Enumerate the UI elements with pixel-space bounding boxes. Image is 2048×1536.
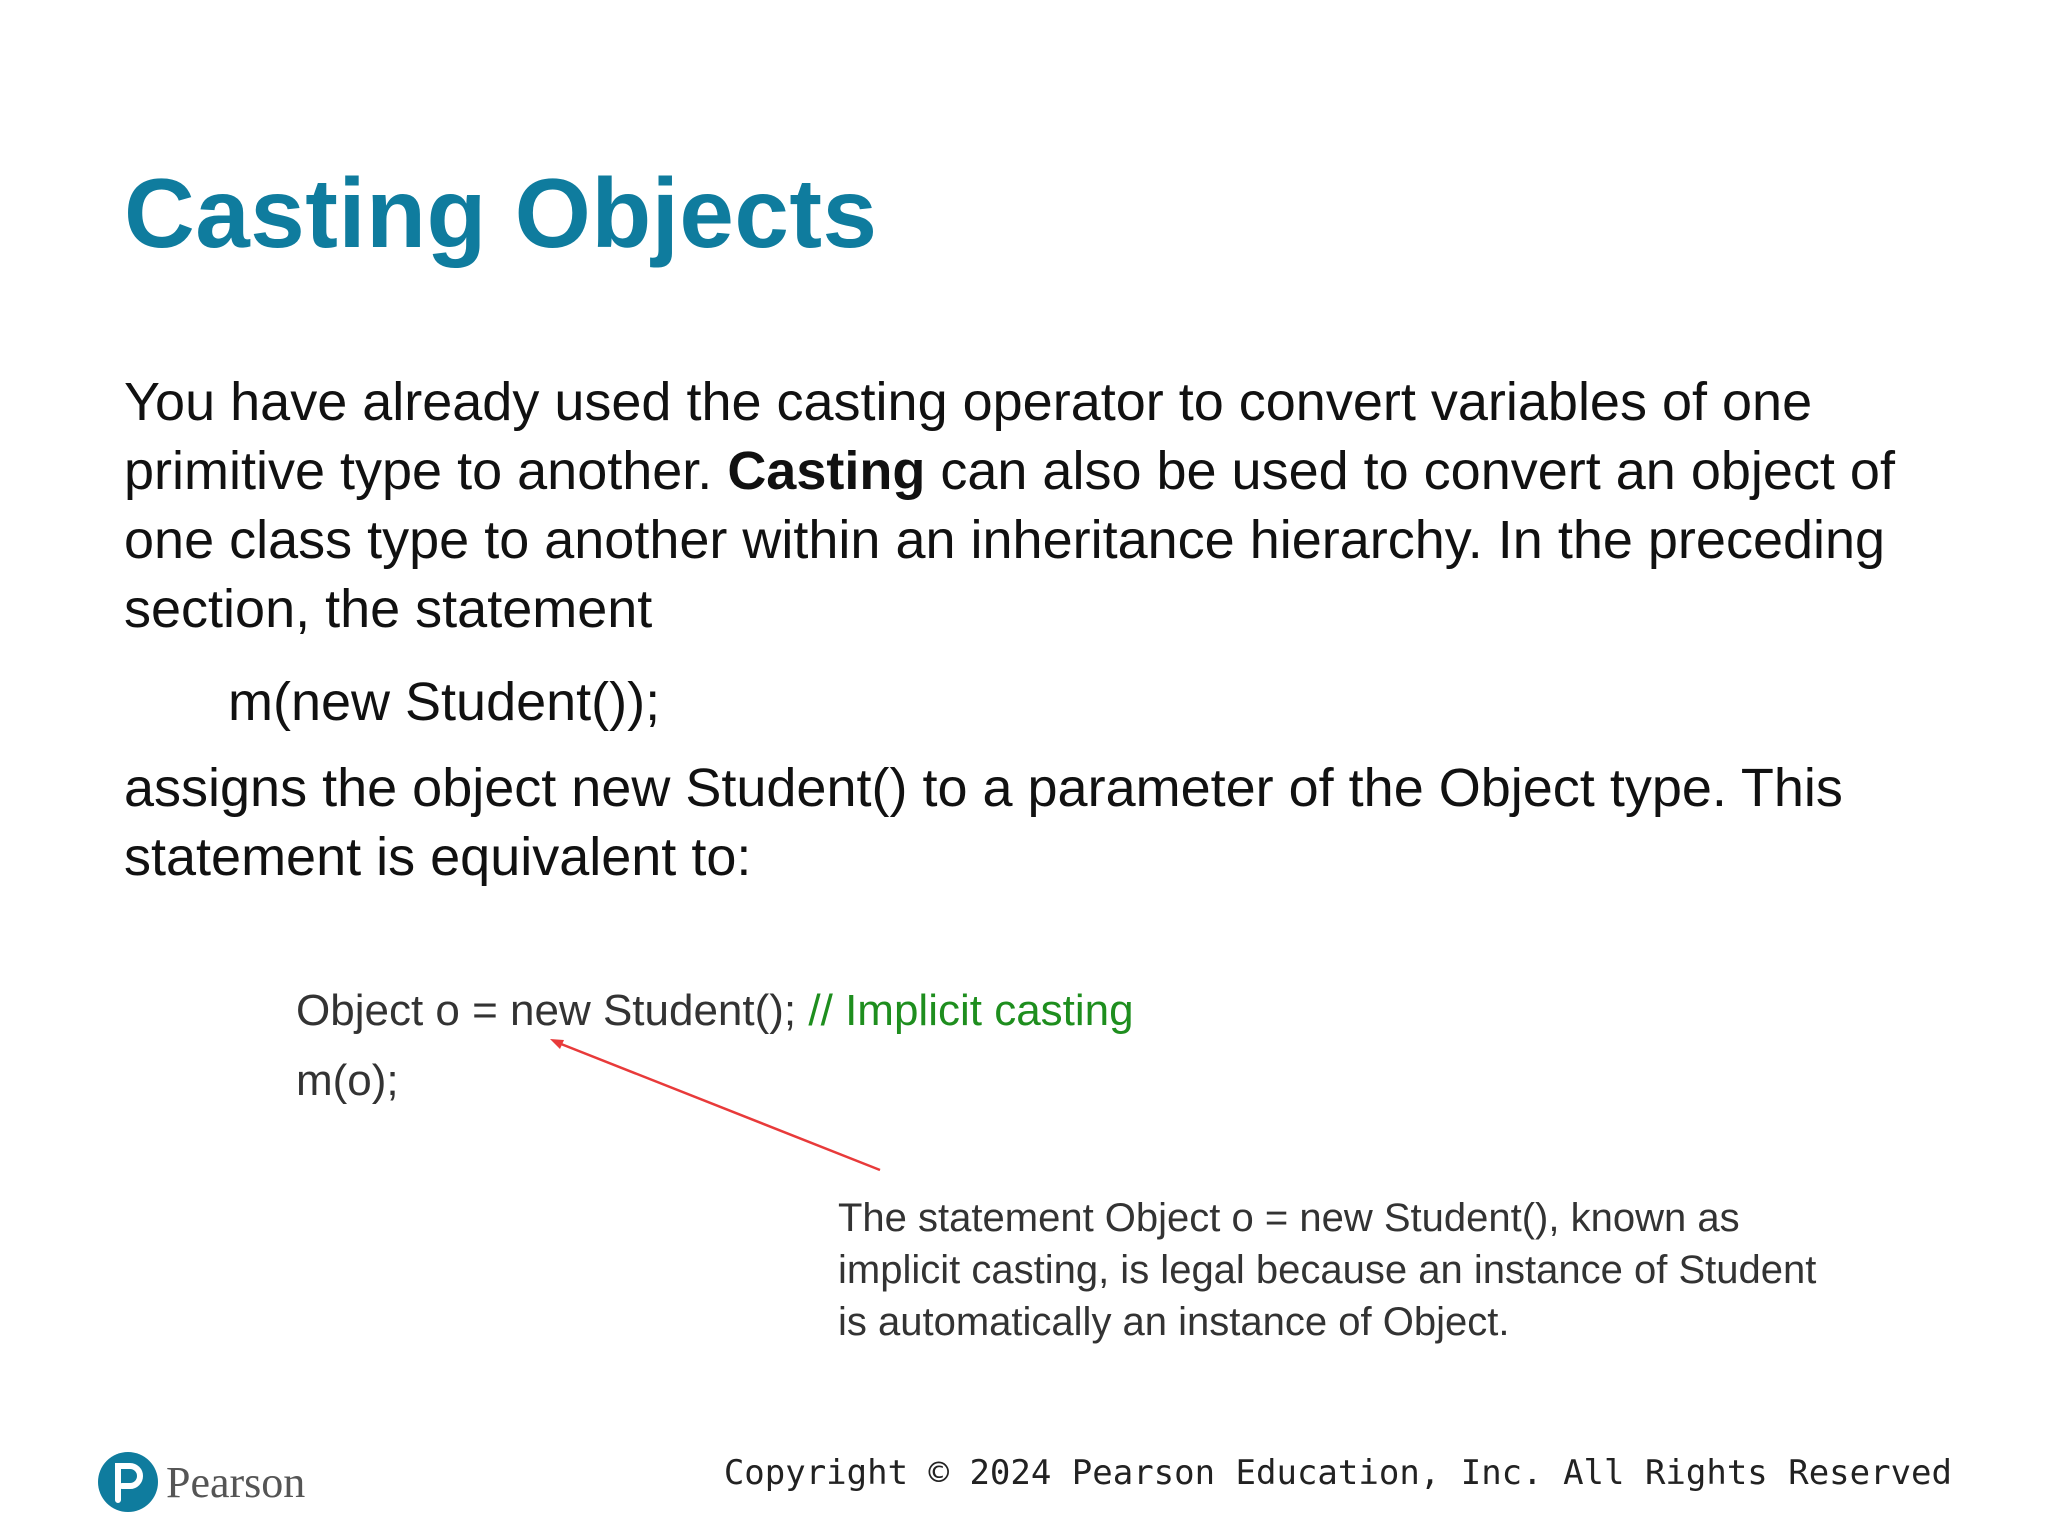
annotation-note: The statement Object o = new Student(), known as implicit casting, is legal because an instance of Student is automatically an instance of Object. [838, 1196, 1817, 1344]
snippet-line-2: m(o); [296, 1056, 399, 1105]
intro-bold-term: Casting [727, 441, 926, 501]
pearson-logo [98, 1452, 305, 1512]
intro-text-part2: can also be used to convert an object of one class type to another within an inheritance hierarchy. In the preceding section, the statement [124, 441, 1895, 639]
intro-paragraph [124, 368, 1954, 644]
slide-title: Casting Objects [124, 158, 878, 268]
snippet-line-1-code: Object o = new Student(); [296, 986, 809, 1035]
copyright-notice: Copyright © 2024 Pearson Education, Inc. All Rights Reserved [723, 1453, 1952, 1493]
equivalence-paragraph: assigns the object new Student() to a parameter of the Object type. This statement is equivalent to: [124, 758, 1843, 887]
snippet-comment: // Implicit casting [808, 986, 1134, 1035]
pearson-p-logo-icon [98, 1452, 158, 1512]
snippet-line-1 [296, 976, 1134, 1046]
code-snippet [296, 976, 1134, 1116]
pearson-wordmark: Pearson [166, 1457, 306, 1507]
intro-text-part1: You have already used the casting operator to convert variables of one primitive type to another. [124, 372, 1813, 501]
code-example: m(new Student()); [228, 672, 661, 732]
